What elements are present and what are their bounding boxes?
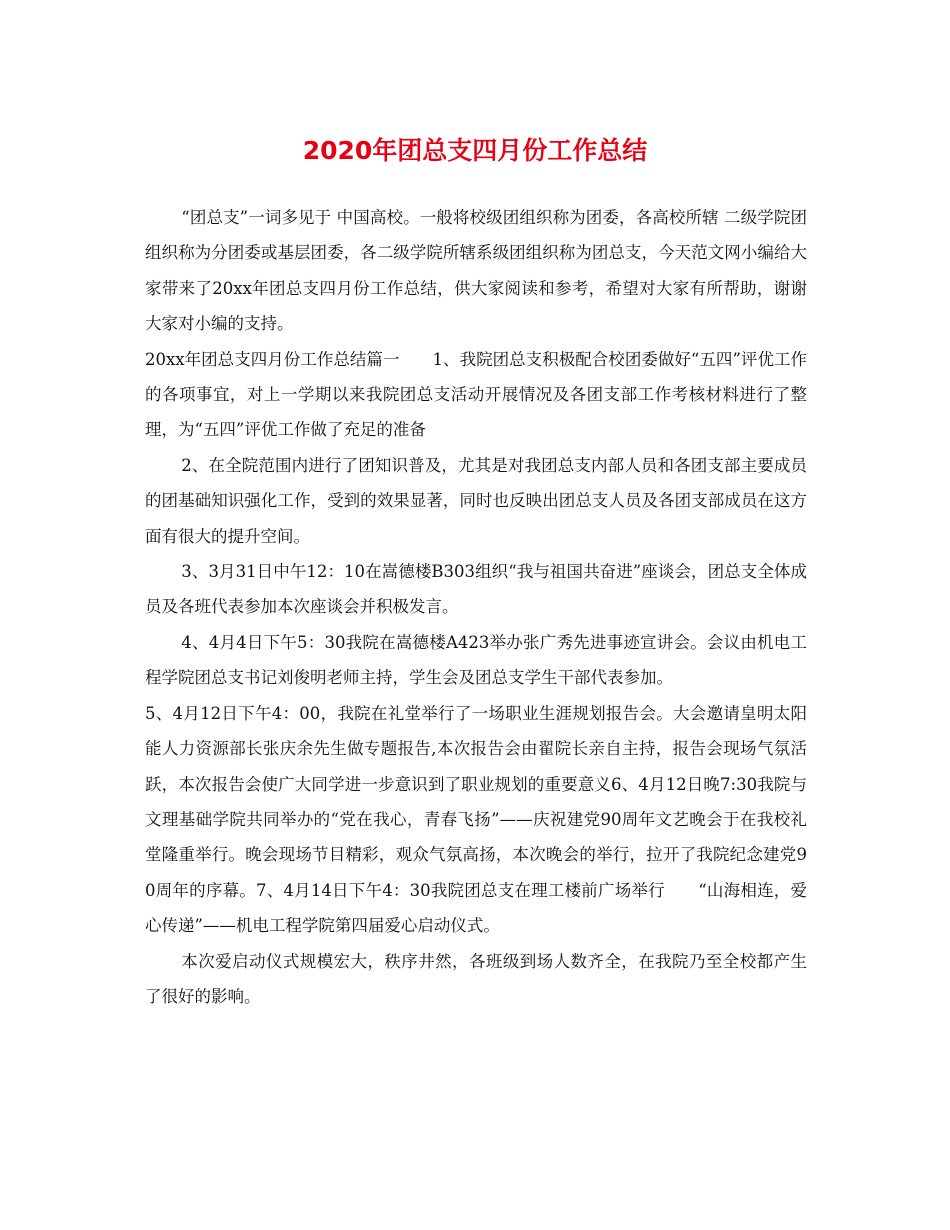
paragraph-item-2: 2、在全院范围内进行了团知识普及，尤其是对我团总支内部人员和各团支部主要成员的团基础知识强化工作，受到的效果显著，同时也反映出团总支人员及各团支部成员在这方面有很大的提升空间。 (145, 455, 807, 546)
paragraph-item-3: 3、3月31日中午12：10在嵩德楼B303组织“我与祖国共奋进”座谈会，团总支全体成员及各班代表参加本次座谈会并积极发言。 (145, 562, 807, 617)
paragraph-intro: “团总支”一词多见于 中国高校。一般将校级团组织称为团委，各高校所辖 二级学院团组织称为分团委或基层团委，各二级学院所辖系级团组织称为团总支，今天范文网小编给大家带来了20xx年团总支四月份工作总结，供大家阅读和参考，希望对大家有所帮助，谢谢大家对小编的支持。 (145, 208, 807, 334)
paragraph-closing: 本次爱启动仪式规模宏大，秩序井然，各班级到场人数齐全，在我院乃至全校都产生了很好的影响。 (145, 951, 807, 1006)
paragraph-item-4: 4、4月4日下午5：30我院在嵩德楼A423举办张广秀先进事迹宣讲会。会议由机电工程学院团总支书记刘俊明老师主持，学生会及团总支学生干部代表参加。 (145, 632, 807, 688)
document-title: 2020年团总支四月份工作总结 (302, 136, 648, 165)
paragraph-item-1: 20xx年团总支四月份工作总结篇一 1、我院团总支积极配合校团委做好“五四”评优工作的各项事宜，对上一学期以来我院团总支活动开展情况及各团支部工作考核材料进行了整理，为“五四”评优工作做了充足的准备 (145, 349, 807, 440)
document-body (145, 200, 807, 1014)
paragraph-item-5-7: 5、4月12日下午4：00，我院在礼堂举行了一场职业生涯规划报告会。大会邀请皇明太阳能人力资源部长张庆余先生做专题报告,本次报告会由翟院长亲自主持，报告会现场气氛活跃，本次报告会使广大同学进一步意识到了职业规划的重要意义6、4月12日晚7:30我院与文理基础学院共同举办的“党在我心，青春飞扬”——庆祝建党90周年文艺晚会于在我校礼堂隆重举行。晚会现场节目精彩，观众气氛高扬，本次晚会的举行，拉开了我院纪念建党90周年的序幕。7、4月14日下午4：30我院团总支在理工楼前广场举行 “山海相连，爱心传递”——机电工程学院第四届爱心启动仪式。 (145, 703, 807, 936)
